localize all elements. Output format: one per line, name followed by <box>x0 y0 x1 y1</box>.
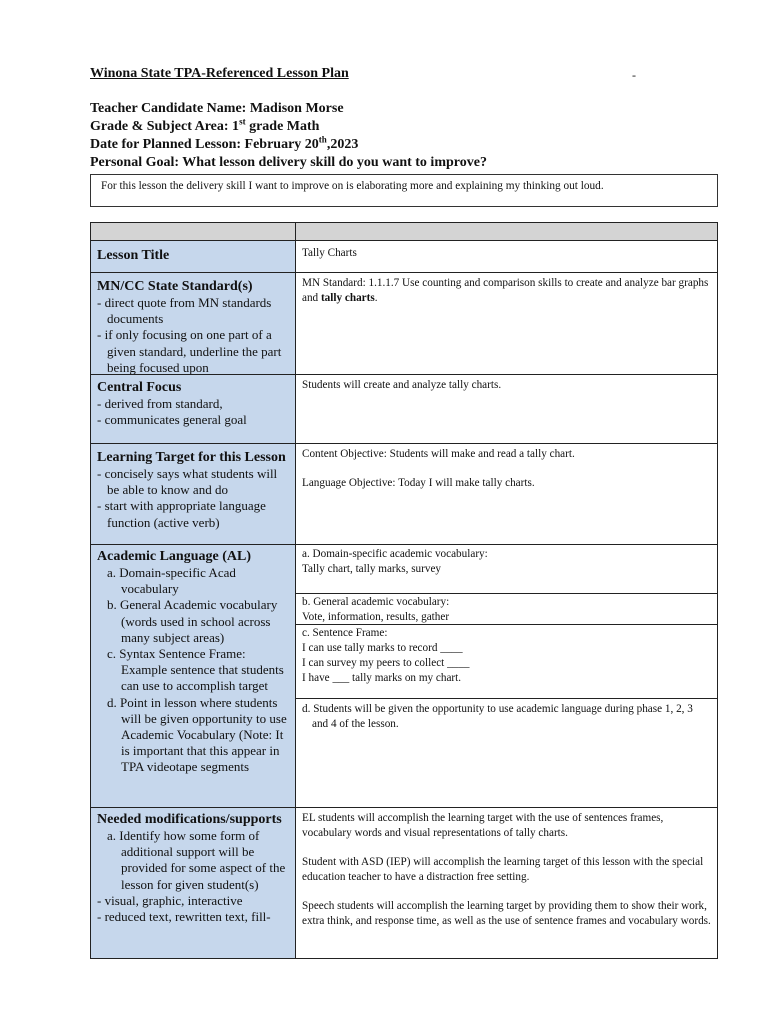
academic-language-note: b. General Academic vocabulary (words used in school across many subject areas) <box>107 597 278 645</box>
modifications-note: - reduced text, rewritten text, fill- <box>97 909 271 925</box>
lesson-date <box>90 134 359 153</box>
grade-superscript: st <box>239 116 246 127</box>
modifications-value-cell <box>296 808 717 958</box>
learning-target-note: - start with appropriate language function (active verb) <box>97 498 266 530</box>
al-general-head: b. General academic vocabulary: <box>302 596 450 608</box>
grade-suffix: grade Math <box>245 119 320 134</box>
standard-label: MN/CC State Standard(s) <box>97 279 253 294</box>
date-prefix: Date for Planned Lesson: February 20 <box>90 137 319 152</box>
learning-target-note: - concisely says what students will be able to know and do <box>97 466 278 498</box>
personal-goal-label: Personal Goal: What lesson delivery skill do you want to improve? <box>90 155 487 170</box>
lesson-title-value-cell <box>296 241 717 272</box>
standard-note: - if only focusing on one part of a given standard, underline the part being focused upon <box>97 327 282 374</box>
central-focus-value-cell <box>296 375 717 443</box>
modifications-label: Needed modifications/supports <box>97 812 282 827</box>
central-focus-label: Central Focus <box>97 380 182 395</box>
academic-language-note: d. Point in lesson where students will be given opportunity to use Academic Vocabulary (Note: It <box>107 694 287 743</box>
modifications-asd: Student with ASD (IEP) will accomplish the learning target of this lesson with the special education teacher to have a distraction free setting. <box>302 856 704 883</box>
modifications-note: a. Identify how some form of additional support will be provided for some aspect of the lesson for given student(s) <box>107 828 286 892</box>
central-focus-label-cell <box>91 375 296 443</box>
al-general-body: Vote, information, results, gather <box>302 611 450 623</box>
al-domain-body: Tally chart, tally marks, survey <box>302 563 442 575</box>
academic-language-note: is important that this appear in TPA videotape segments <box>121 743 280 775</box>
central-focus-note: - communicates general goal <box>97 412 247 428</box>
standard-text-end: . <box>374 292 378 304</box>
al-frame-head: c. Sentence Frame: <box>302 627 388 639</box>
row-lesson-title <box>91 240 717 272</box>
language-objective: Language Objective: Today I will make tally charts. <box>302 477 535 489</box>
central-focus-value: Students will create and analyze tally charts. <box>302 379 502 391</box>
row-state-standard <box>91 272 717 374</box>
lesson-title-value: Tally Charts <box>302 247 357 259</box>
personal-goal-box <box>90 174 718 207</box>
standard-label-cell <box>91 273 296 374</box>
al-frame-line: I have ___ tally marks on my chart. <box>302 672 462 684</box>
row-modifications <box>91 807 717 958</box>
al-domain-head: a. Domain-specific academic vocabulary: <box>302 548 488 560</box>
content-objective: Content Objective: Students will make and read a tally chart. <box>302 448 575 460</box>
al-frame-line: I can survey my peers to collect ____ <box>302 657 470 669</box>
lesson-title-label-cell <box>91 241 296 272</box>
al-domain-vocab <box>296 545 717 593</box>
academic-language-label-cell <box>91 545 296 807</box>
personal-goal-text: For this lesson the delivery skill I want to improve on is elaborating more and explaining my thinking out loud. <box>101 180 604 192</box>
academic-language-note: a. Domain-specific Acad vocabulary <box>107 565 236 597</box>
modifications-note: - visual, graphic, interactive <box>97 892 243 908</box>
grade-prefix: Grade & Subject Area: 1 <box>90 119 240 134</box>
standard-text-bold: tally charts <box>320 292 375 304</box>
al-sentence-frame <box>296 624 717 698</box>
learning-target-label-cell <box>91 444 296 544</box>
academic-language-note: c. Syntax Sentence Frame: Example sentence that students can use to accomplish target <box>107 646 284 694</box>
corner-mark: - <box>632 68 636 82</box>
row-learning-target <box>91 443 717 544</box>
modifications-speech: Speech students will accomplish the learning target by providing them to show their work, extra think, and response time, as well as the use of sentence frames and vocabulary words. <box>302 900 711 927</box>
grade-subject <box>90 116 320 135</box>
teacher-name: Teacher Candidate Name: Madison Morse <box>90 101 344 116</box>
lesson-plan-table <box>90 222 718 959</box>
learning-target-label: Learning Target for this Lesson <box>97 450 286 465</box>
al-opportunity <box>296 698 717 807</box>
header-cell-left <box>91 223 296 240</box>
academic-language-label: Academic Language (AL) <box>97 549 251 564</box>
table-header-row <box>91 223 717 240</box>
learning-target-value-cell <box>296 444 717 544</box>
modifications-el: EL students will accomplish the learning target with the use of sentences frames, vocabulary words and visual representations of tally charts. <box>302 812 664 839</box>
central-focus-note: - derived from standard, <box>97 396 223 411</box>
row-academic-language <box>91 544 717 807</box>
date-suffix: ,2023 <box>326 137 359 152</box>
document-title: Winona State TPA-Referenced Lesson Plan <box>90 66 349 81</box>
header-cell-right <box>296 223 717 240</box>
standard-value-cell <box>296 273 717 374</box>
standard-note: - direct quote from MN standards documents <box>97 295 272 327</box>
al-general-vocab <box>296 593 717 624</box>
al-opportunity-text: d. Students will be given the opportunity to use academic language during phase 1, 2, 3 and 4 of the lesson. <box>302 703 693 730</box>
academic-language-value-cell <box>296 545 717 807</box>
modifications-label-cell <box>91 808 296 958</box>
date-superscript: th <box>318 134 327 145</box>
lesson-title-label: Lesson Title <box>97 248 170 263</box>
row-central-focus <box>91 374 717 443</box>
standard-text: MN Standard: 1.1.1.7 Use counting and comparison skills to create and analyze bar graphs and <box>302 277 709 304</box>
al-frame-line: I can use tally marks to record ____ <box>302 642 463 654</box>
